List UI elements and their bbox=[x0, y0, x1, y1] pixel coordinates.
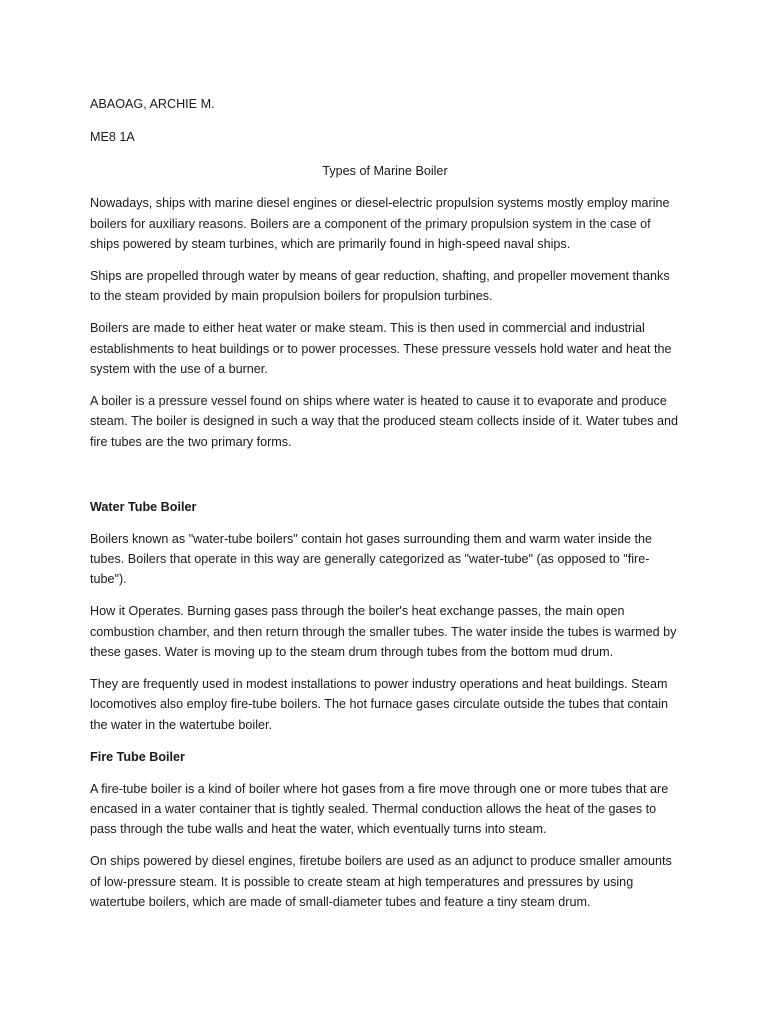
water-tube-paragraph-3: They are frequently used in modest installations to power industry operations and heat buildings. Steam locomotives also employ fire-tube boilers. The hot furnace gases circulate outside the tubes that contain the water in the watertube boiler. bbox=[90, 677, 669, 732]
intro-paragraph-1: Nowadays, ships with marine diesel engines or diesel-electric propulsion systems mostly employ marine boilers for auxiliary reasons. Boilers are a component of the primary propulsion system in the case of ships powered by steam turbines, which are primarily found in high-speed naval ships. bbox=[90, 196, 670, 252]
author-name: ABAOAG, ARCHIE M. bbox=[90, 97, 215, 111]
water-tube-paragraph-2: How it Operates. Burning gases pass through the boiler's heat exchange passes, the main open combustion chamber, and then return through the smaller tubes. The water inside the tubes is warmed by these gases. Water is moving up to the steam drum through tubes from the bottom mud drum. bbox=[90, 604, 677, 660]
fire-tube-paragraph-2: On ships powered by diesel engines, firetube boilers are used as an adjunct to produce smaller amounts of low-pressure steam. It is possible to create steam at high temperatures and pressures by using watertube boilers, which are made of small-diameter tubes and feature a tiny steam drum. bbox=[90, 854, 672, 910]
document-title: Types of Marine Boiler bbox=[322, 163, 448, 178]
fire-tube-heading: Fire Tube Boiler bbox=[90, 749, 185, 764]
water-tube-heading: Water Tube Boiler bbox=[90, 499, 197, 514]
fire-tube-paragraph-1: A fire-tube boiler is a kind of boiler where hot gases from a fire move through one or more tubes that are encased in a water container that is tightly sealed. Thermal conduction allows the heat of the gases to pass through the tube walls and heat the water, which eventually turns into steam. bbox=[90, 781, 669, 837]
water-tube-paragraph-1: Boilers known as "water-tube boilers" contain hot gases surrounding them and warm water inside the tubes. Boilers that operate in this way are generally categorized as "water-tube" (as opposed to "fire-tube"). bbox=[90, 531, 652, 587]
section-spacer bbox=[90, 464, 680, 497]
intro-paragraph-2: Ships are propelled through water by means of gear reduction, shafting, and propeller movement thanks to the steam provided by main propulsion boilers for propulsion turbines. bbox=[90, 268, 670, 304]
intro-paragraph-4: A boiler is a pressure vessel found on ships where water is heated to cause it to evaporate and produce steam. The boiler is designed in such a way that the produced steam collects inside of it. Water tubes and fire tubes are the two primary forms. bbox=[90, 393, 679, 449]
intro-paragraph-3: Boilers are made to either heat water or make steam. This is then used in commercial and industrial establishments to heat buildings or to power processes. These pressure vessels hold water and heat the system with the use of a burner. bbox=[90, 321, 672, 377]
course-code: ME8 1A bbox=[90, 130, 135, 145]
